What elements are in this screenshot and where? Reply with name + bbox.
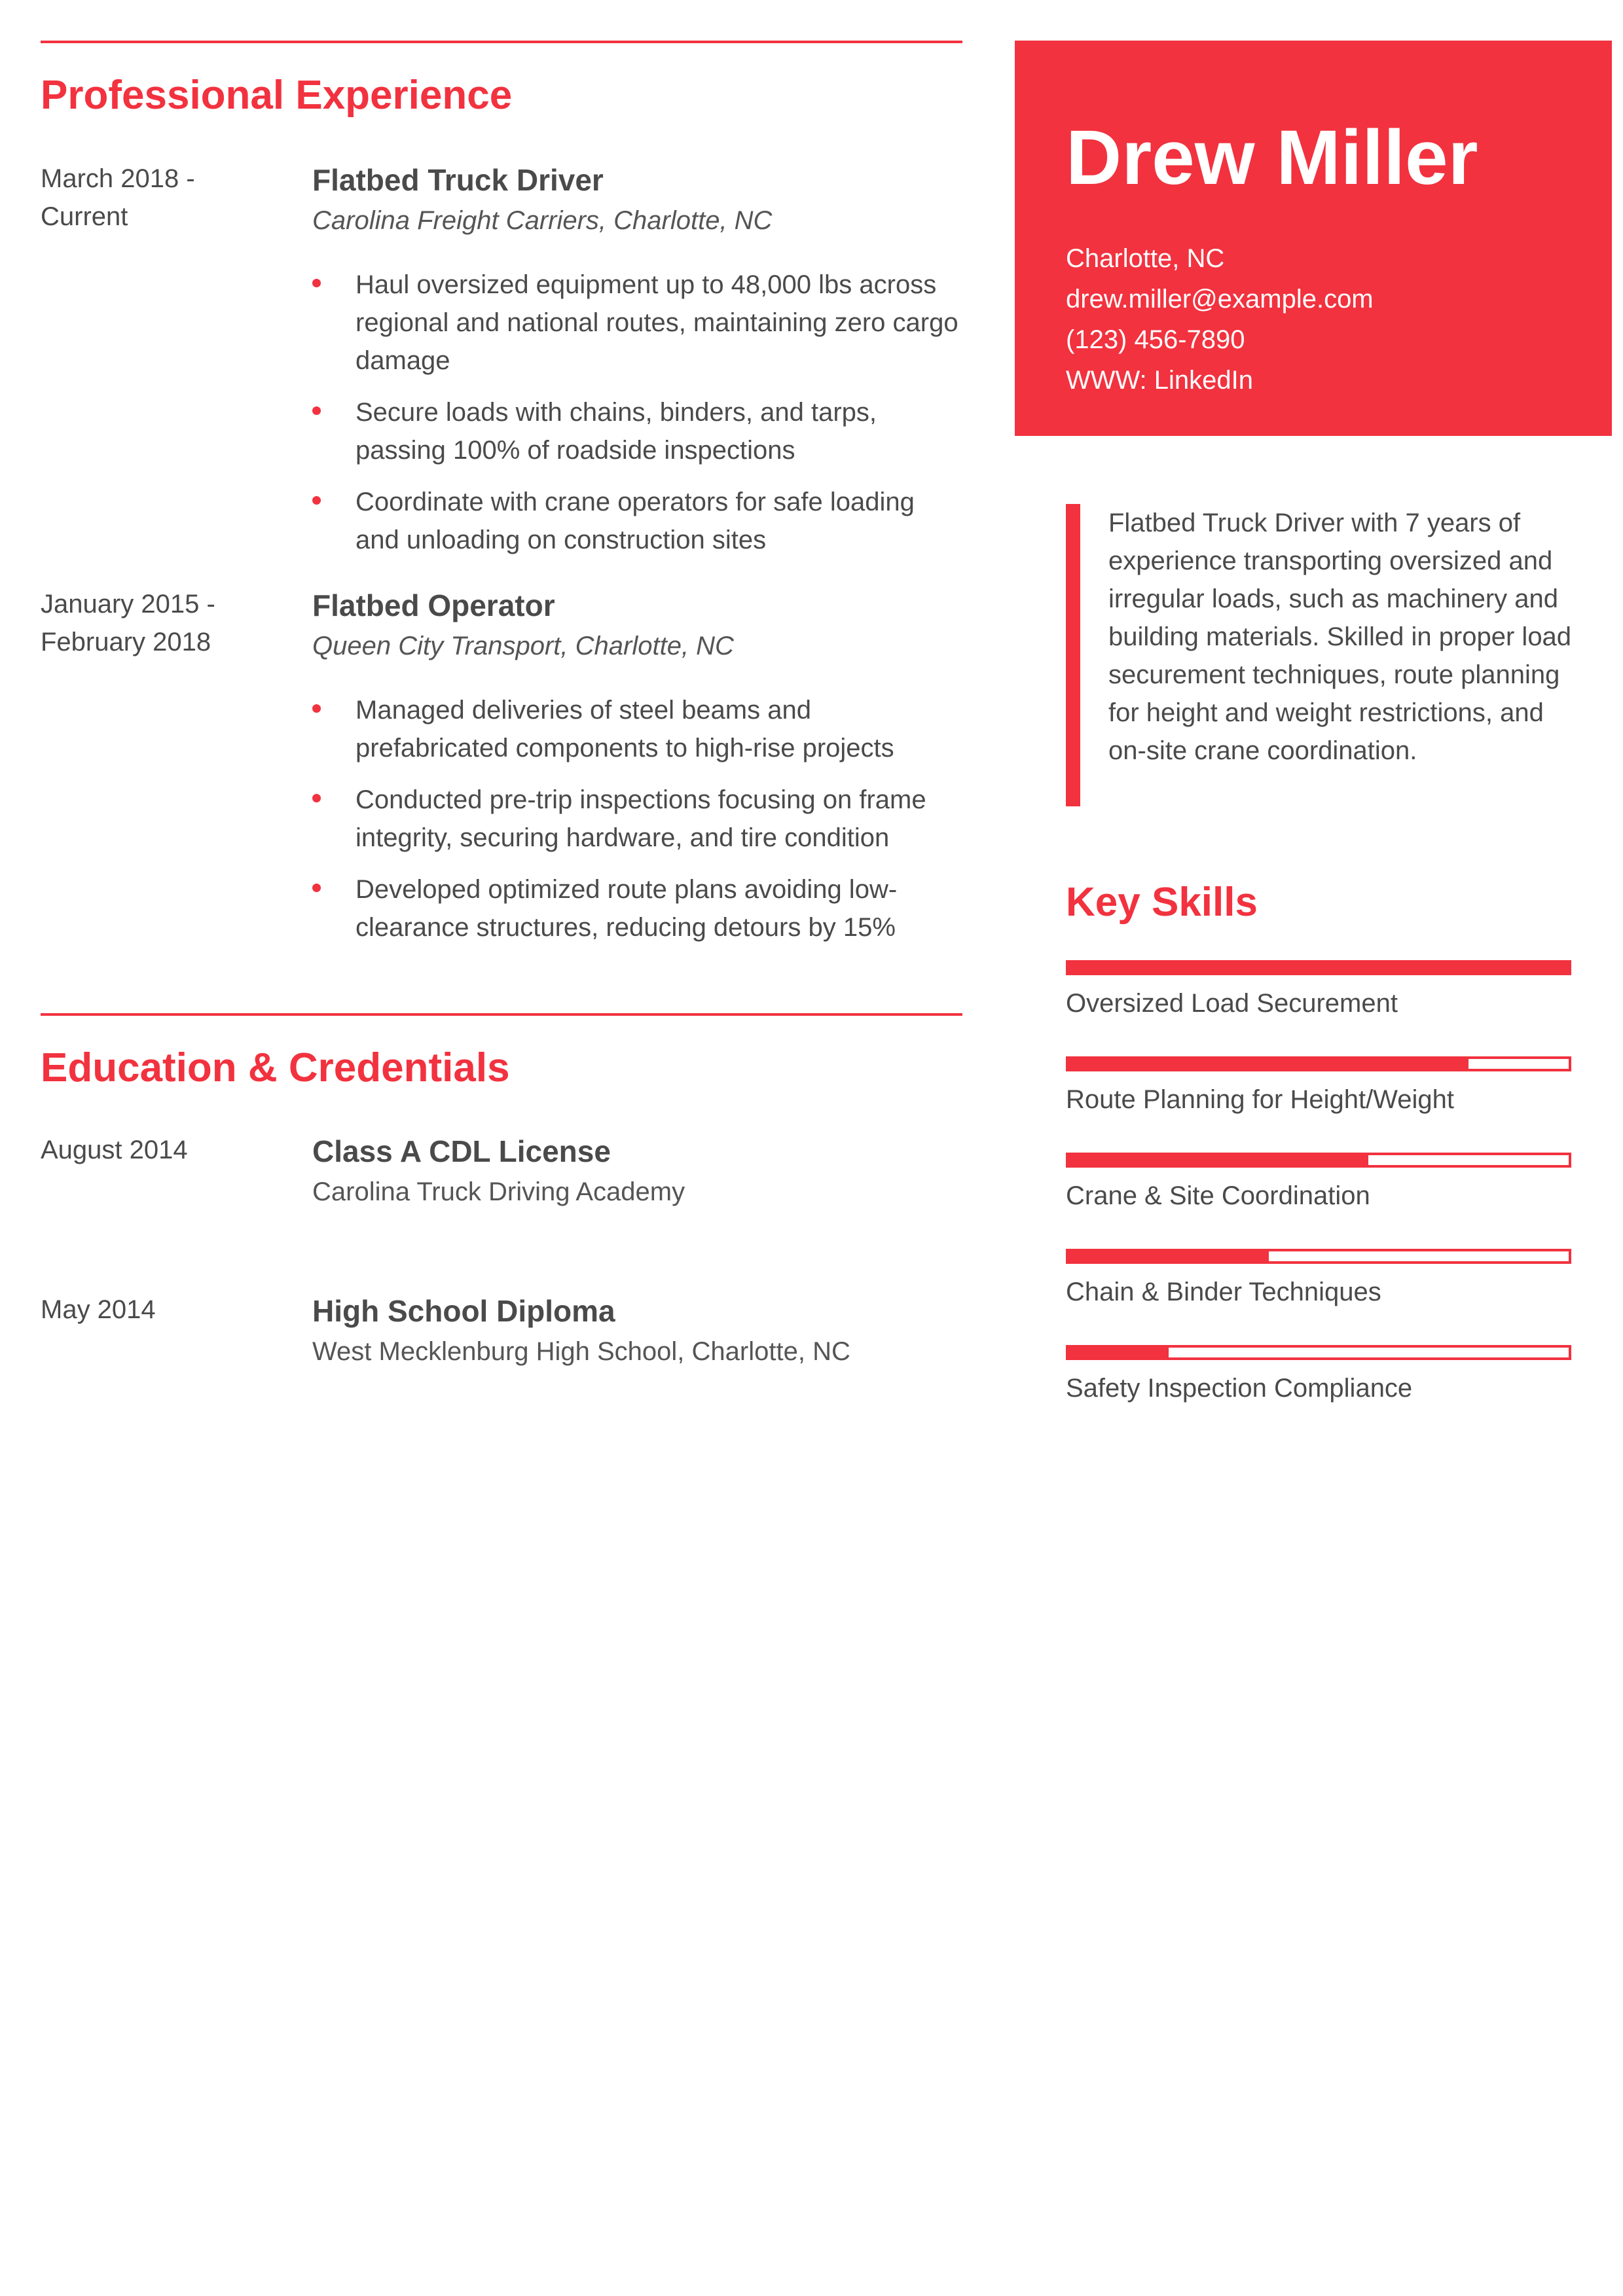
bullet-item xyxy=(312,691,962,767)
summary-section xyxy=(1066,504,1577,770)
education-title: High School Diploma xyxy=(312,1294,615,1329)
bullet-text: Secure loads with chains, binders, and tarps, passing 100% of roadside inspections xyxy=(356,398,877,465)
job-title: Flatbed Truck Driver xyxy=(312,163,604,198)
education-entry xyxy=(41,1291,962,1372)
job-company: Carolina Freight Carriers, Charlotte, NC xyxy=(312,206,773,236)
job-entry xyxy=(41,160,962,559)
skill-label: Crane & Site Coordination xyxy=(1066,1181,1370,1211)
skill-bar-fill xyxy=(1068,1348,1169,1357)
skill-bar-fill xyxy=(1068,963,1569,973)
skill-item xyxy=(1066,1153,1571,1215)
job-date-end: February 2018 xyxy=(41,628,211,657)
bullet-text: Conducted pre-trip inspections focusing on frame integrity, securing hardware, and tire condition xyxy=(356,785,926,853)
skill-bar-fill xyxy=(1068,1251,1269,1261)
bullet-item xyxy=(312,870,962,946)
section-divider xyxy=(41,41,962,43)
skill-bar-fill xyxy=(1068,1059,1468,1069)
bullet-item xyxy=(312,781,962,857)
bullet-text: Haul oversized equipment up to 48,000 lbs across regional and national routes, maintaining zero cargo damage xyxy=(356,270,958,376)
skill-bar xyxy=(1066,1056,1571,1071)
summary-text: Flatbed Truck Driver with 7 years of experience transporting oversized and irregular loads, such as machinery and building materials. Skilled in proper load securement techniques, route planning for height and weight restrictions, and on-site crane coordination. xyxy=(1108,509,1572,765)
bullet-dot-icon xyxy=(312,279,321,287)
bullet-text: Developed optimized route plans avoiding low-clearance structures, reducing detours by 15% xyxy=(356,875,898,942)
job-company: Queen City Transport, Charlotte, NC xyxy=(312,632,734,661)
left-column xyxy=(41,41,962,1372)
bullet-dot-icon xyxy=(312,884,321,892)
skill-label: Oversized Load Securement xyxy=(1066,989,1398,1018)
summary-accent-bar xyxy=(1066,504,1080,806)
job-date-start: January 2015 - xyxy=(41,590,215,619)
skills-section xyxy=(1066,880,1571,1441)
skill-item xyxy=(1066,1345,1571,1407)
job-date xyxy=(41,585,289,661)
skill-label: Safety Inspection Compliance xyxy=(1066,1374,1413,1403)
education-date: August 2014 xyxy=(41,1136,188,1165)
skill-label: Chain & Binder Techniques xyxy=(1066,1278,1381,1307)
section-divider xyxy=(41,1013,962,1016)
bullet-text: Coordinate with crane operators for safe loading and unloading on construction sites xyxy=(356,488,915,555)
skill-item xyxy=(1066,960,1571,1022)
bullet-item xyxy=(312,483,962,559)
job-bullets xyxy=(312,691,962,946)
contact-email[interactable]: drew.miller@example.com xyxy=(1066,285,1374,314)
contact-website[interactable]: WWW: LinkedIn xyxy=(1066,366,1253,395)
bullet-dot-icon xyxy=(312,794,321,802)
skill-label: Route Planning for Height/Weight xyxy=(1066,1085,1454,1115)
education-title: Class A CDL License xyxy=(312,1134,611,1169)
skills-heading: Key Skills xyxy=(1066,880,1258,925)
job-date xyxy=(41,160,289,236)
bullet-dot-icon xyxy=(312,704,321,713)
bullet-dot-icon xyxy=(312,406,321,415)
skill-bar xyxy=(1066,960,1571,975)
skill-bar xyxy=(1066,1345,1571,1360)
experience-heading: Professional Experience xyxy=(41,73,513,118)
education-entry xyxy=(41,1131,962,1212)
job-date-start: March 2018 - xyxy=(41,164,195,194)
education-school: Carolina Truck Driving Academy xyxy=(312,1177,685,1207)
skill-bar xyxy=(1066,1153,1571,1168)
job-bullets xyxy=(312,266,962,559)
skills-list xyxy=(1066,960,1571,1407)
skill-bar-fill xyxy=(1068,1155,1368,1165)
contact-location: Charlotte, NC xyxy=(1066,244,1225,273)
education-heading: Education & Credentials xyxy=(41,1045,510,1091)
candidate-name: Drew Miller xyxy=(1066,115,1478,201)
contact-phone[interactable]: (123) 456-7890 xyxy=(1066,325,1245,354)
job-title: Flatbed Operator xyxy=(312,588,555,623)
education-date: May 2014 xyxy=(41,1295,156,1325)
skill-item xyxy=(1066,1249,1571,1311)
skill-bar xyxy=(1066,1249,1571,1264)
skill-item xyxy=(1066,1056,1571,1119)
job-date-end: Current xyxy=(41,202,128,232)
bullet-text: Managed deliveries of steel beams and prefabricated components to high-rise projects xyxy=(356,696,894,763)
bullet-item xyxy=(312,266,962,380)
bullet-item xyxy=(312,393,962,469)
bullet-dot-icon xyxy=(312,496,321,505)
education-school: West Mecklenburg High School, Charlotte, NC xyxy=(312,1337,850,1367)
name-header xyxy=(1015,41,1612,436)
job-entry xyxy=(41,585,962,946)
